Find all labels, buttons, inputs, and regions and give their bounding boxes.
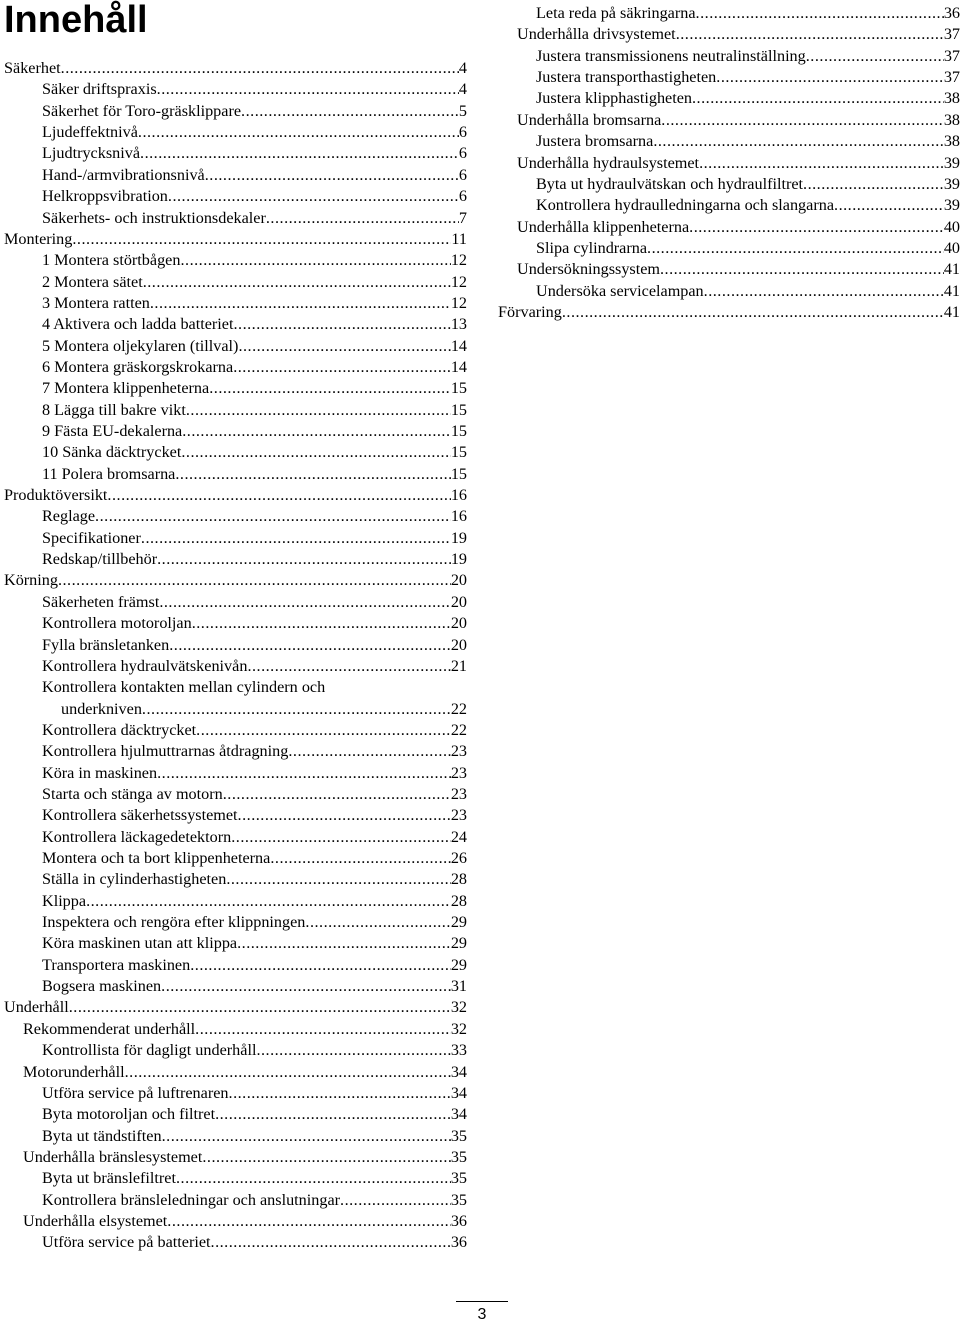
toc-entry[interactable] bbox=[4, 656, 467, 677]
toc-entry-label: Helkroppsvibration bbox=[42, 187, 168, 206]
toc-entry-page: 37 bbox=[943, 46, 960, 65]
toc-entry-label: Köra in maskinen bbox=[42, 763, 158, 782]
toc-entry-page: 14 bbox=[450, 336, 467, 355]
toc-entry-label: Säkerhet bbox=[4, 59, 61, 77]
toc-leader-dots bbox=[150, 293, 451, 314]
toc-entry-page: 28 bbox=[450, 891, 467, 910]
toc-entry[interactable] bbox=[4, 101, 467, 122]
toc-entry-label: Underhålla hydraulsystemet bbox=[517, 153, 700, 172]
toc-leader-dots bbox=[215, 1104, 451, 1125]
toc-leader-dots bbox=[716, 67, 944, 88]
toc-entry[interactable] bbox=[4, 378, 467, 399]
toc-entry-label: Kontrollera läckagedetektorn bbox=[42, 827, 232, 846]
toc-leader-dots bbox=[692, 88, 944, 109]
toc-entry-label: Leta reda på säkringarna bbox=[536, 4, 696, 22]
toc-entry[interactable] bbox=[4, 635, 467, 656]
toc-leader-dots bbox=[205, 165, 459, 186]
toc-entry-page: 16 bbox=[450, 486, 467, 504]
toc-entry[interactable] bbox=[4, 805, 467, 826]
toc-entry[interactable] bbox=[4, 592, 467, 613]
toc-leader-dots bbox=[157, 549, 451, 570]
toc-entry-page: 36 bbox=[450, 1233, 467, 1252]
toc-entry-label: Ställa in cylinderhastigheten bbox=[42, 870, 227, 889]
toc-entry-label: Köra maskinen utan att klippa bbox=[42, 934, 238, 953]
toc-leader-dots bbox=[125, 1062, 451, 1083]
toc-entry-page: 22 bbox=[450, 699, 467, 718]
toc-leader-dots bbox=[270, 848, 450, 869]
toc-entry-label: Klippa bbox=[42, 891, 87, 910]
toc-leader-dots bbox=[562, 302, 944, 323]
toc-leader-dots bbox=[647, 238, 944, 259]
toc-leader-dots bbox=[72, 229, 451, 250]
toc-entry-page: 38 bbox=[943, 89, 960, 108]
toc-leader-dots bbox=[305, 912, 450, 933]
toc-entry-label: Underhålla klippenheterna bbox=[517, 217, 690, 236]
toc-entry-page: 35 bbox=[450, 1147, 467, 1166]
toc-entry[interactable] bbox=[4, 784, 467, 805]
toc-leader-dots bbox=[676, 24, 944, 45]
toc-leader-dots bbox=[238, 336, 450, 357]
toc-entry-page: 15 bbox=[450, 422, 467, 440]
toc-entry-page: 28 bbox=[450, 870, 467, 889]
toc-entry-label: Kontrollera kontakten mellan cylindern och bbox=[42, 678, 326, 697]
toc-leader-dots bbox=[86, 891, 451, 912]
toc-entry[interactable] bbox=[4, 442, 467, 463]
toc-entry-label: Kontrollera däcktrycket bbox=[42, 720, 197, 739]
toc-leader-dots bbox=[190, 955, 451, 976]
toc-entry[interactable] bbox=[4, 250, 467, 271]
toc-entry[interactable] bbox=[4, 955, 467, 976]
toc-leader-dots bbox=[223, 784, 451, 805]
toc-leader-dots bbox=[180, 250, 450, 271]
toc-entry-page: 39 bbox=[943, 153, 960, 172]
toc-entry-page: 7 bbox=[458, 208, 467, 227]
toc-entry-label: Redskap/tillbehör bbox=[42, 550, 158, 568]
toc-leader-dots bbox=[704, 281, 944, 302]
toc-entry-page: 15 bbox=[450, 400, 467, 419]
toc-entry-label: Produktöversikt bbox=[4, 486, 108, 504]
toc-entry-page: 4 bbox=[458, 80, 467, 99]
toc-entry[interactable] bbox=[4, 165, 467, 186]
toc-entry-label: Säkerhets- och instruktionsdekaler bbox=[42, 208, 266, 227]
toc-leader-dots bbox=[661, 110, 944, 131]
toc-leader-dots bbox=[231, 827, 451, 848]
toc-leader-dots bbox=[266, 208, 459, 229]
toc-entry-page: 20 bbox=[450, 592, 467, 611]
toc-entry-page: 41 bbox=[943, 281, 960, 300]
toc-entry-label: 2 Montera sätet bbox=[42, 272, 143, 291]
toc-entry[interactable] bbox=[498, 238, 960, 259]
toc-leader-dots bbox=[803, 174, 944, 195]
toc-entry-label: Underhålla bränslesystemet bbox=[23, 1147, 203, 1166]
toc-entry[interactable] bbox=[4, 1083, 467, 1104]
toc-entry[interactable] bbox=[4, 357, 467, 378]
toc-entry[interactable] bbox=[4, 613, 467, 634]
toc-entry-page: 34 bbox=[450, 1083, 467, 1102]
toc-entry-page: 35 bbox=[450, 1169, 467, 1188]
toc-entry-page: 29 bbox=[450, 934, 467, 953]
toc-entry[interactable] bbox=[4, 229, 467, 250]
toc-leader-dots bbox=[806, 46, 944, 67]
toc-entry-label: 10 Sänka däcktrycket bbox=[42, 443, 182, 462]
toc-entry-page: 32 bbox=[450, 1019, 467, 1038]
toc-entry-page: 37 bbox=[943, 25, 960, 44]
footer-rule bbox=[456, 1301, 508, 1302]
toc-leader-dots bbox=[229, 1083, 451, 1104]
toc-entry[interactable] bbox=[4, 314, 467, 335]
toc-entry-page: 37 bbox=[943, 68, 960, 87]
toc-entry-label: Förvaring bbox=[498, 302, 562, 321]
toc-entry-page: 19 bbox=[450, 550, 467, 568]
toc-leader-dots bbox=[157, 763, 451, 784]
toc-leader-dots bbox=[107, 485, 450, 506]
toc-entry[interactable] bbox=[4, 1062, 467, 1083]
toc-leader-dots bbox=[159, 592, 451, 613]
toc-entry[interactable] bbox=[4, 1040, 467, 1061]
toc-entry-page: 34 bbox=[450, 1062, 467, 1081]
toc-entry-label: Byta ut bränslefiltret bbox=[42, 1169, 176, 1188]
toc-leader-dots bbox=[195, 1019, 451, 1040]
toc-entry[interactable] bbox=[4, 1211, 467, 1232]
toc-leader-dots bbox=[238, 805, 451, 826]
toc-entry-label: 1 Montera störtbågen bbox=[42, 251, 181, 270]
toc-entry[interactable] bbox=[4, 1019, 467, 1040]
toc-entry-label: Kontrollista för dagligt underhåll bbox=[42, 1041, 257, 1060]
toc-entry[interactable] bbox=[498, 302, 960, 323]
toc-leader-dots bbox=[233, 357, 451, 378]
toc-entry-label: Reglage bbox=[42, 507, 96, 526]
toc-leader-dots bbox=[61, 58, 459, 79]
toc-entry[interactable] bbox=[498, 281, 960, 302]
toc-entry-page: 16 bbox=[450, 507, 467, 526]
toc-entry[interactable] bbox=[4, 293, 467, 314]
toc-leader-dots bbox=[653, 131, 943, 152]
toc-entry[interactable] bbox=[4, 143, 467, 164]
toc-entry-page: 39 bbox=[943, 174, 960, 193]
toc-entry-page: 39 bbox=[943, 196, 960, 215]
toc-entry-page: 6 bbox=[458, 144, 467, 163]
toc-entry[interactable] bbox=[4, 506, 467, 527]
toc-entry-page: 6 bbox=[458, 187, 467, 206]
toc-leader-dots bbox=[168, 186, 459, 207]
toc-entry-page: 23 bbox=[450, 742, 467, 761]
toc-entry[interactable] bbox=[4, 933, 467, 954]
toc-entry-page: 36 bbox=[943, 4, 960, 22]
toc-entry-label: Undersökningssystem bbox=[517, 260, 660, 279]
toc-leader-dots bbox=[689, 217, 944, 238]
toc-leader-dots bbox=[202, 1147, 450, 1168]
toc-entry[interactable] bbox=[498, 24, 960, 45]
toc-entry-label: Justera bromsarna bbox=[536, 132, 654, 151]
toc-entry[interactable] bbox=[498, 131, 960, 152]
toc-leader-dots bbox=[241, 101, 459, 122]
toc-entry-page: 40 bbox=[943, 217, 960, 236]
toc-leader-dots bbox=[169, 635, 451, 656]
toc-entry-label: Montera och ta bort klippenheterna bbox=[42, 849, 271, 867]
toc-entry[interactable] bbox=[4, 485, 467, 506]
toc-entry[interactable] bbox=[4, 912, 467, 933]
toc-entry-page: 23 bbox=[450, 806, 467, 825]
toc-entry-label: Montering bbox=[4, 229, 73, 248]
toc-leader-dots bbox=[340, 1190, 451, 1211]
toc-entry[interactable] bbox=[4, 122, 467, 143]
toc-entry-page: 15 bbox=[450, 464, 467, 483]
toc-entry-label: Starta och stänga av motorn bbox=[42, 784, 223, 803]
toc-leader-dots bbox=[186, 400, 451, 421]
toc-entry-page: 13 bbox=[450, 315, 467, 334]
toc-entry-page: 24 bbox=[450, 827, 467, 846]
toc-entry-label: Ljudeffektnivå bbox=[42, 123, 138, 142]
toc-leader-dots bbox=[182, 421, 451, 442]
toc-entry[interactable] bbox=[4, 741, 467, 762]
toc-entry[interactable] bbox=[4, 1190, 467, 1211]
toc-entry-page: 33 bbox=[450, 1041, 467, 1060]
toc-entry-label: Ljudtrycksnivå bbox=[42, 144, 141, 163]
toc-leader-dots bbox=[834, 195, 944, 216]
toc-entry-page: 41 bbox=[943, 260, 960, 279]
toc-entry-label: underkniven bbox=[61, 699, 142, 718]
toc-entry[interactable] bbox=[4, 827, 467, 848]
toc-entry-page: 35 bbox=[450, 1190, 467, 1209]
toc-entry-page: 41 bbox=[943, 302, 960, 321]
toc-entry-page: 40 bbox=[943, 238, 960, 257]
page-title: Innehåll bbox=[4, 0, 148, 41]
toc-entry[interactable] bbox=[4, 400, 467, 421]
toc-entry-label: Hand-/armvibrationsnivå bbox=[42, 165, 205, 184]
toc-leader-dots bbox=[140, 143, 459, 164]
toc-entry-label: Säker driftspraxis bbox=[42, 80, 157, 99]
toc-leader-dots bbox=[58, 570, 451, 591]
toc-leader-dots bbox=[237, 933, 451, 954]
toc-leader-dots bbox=[196, 720, 451, 741]
toc-entry[interactable] bbox=[4, 976, 467, 997]
toc-entry-label: Inspektera och rengöra efter klippningen bbox=[42, 913, 306, 931]
toc-entry-page: 23 bbox=[450, 784, 467, 803]
toc-leader-dots bbox=[247, 656, 450, 677]
toc-entry-label: Kontrollera säkerhetssystemet bbox=[42, 806, 238, 825]
toc-entry[interactable] bbox=[498, 195, 960, 216]
toc-entry-label: Utföra service på batteriet bbox=[42, 1233, 211, 1252]
toc-entry[interactable] bbox=[4, 1168, 467, 1189]
toc-entry[interactable] bbox=[498, 3, 960, 24]
toc-leader-dots bbox=[288, 741, 450, 762]
toc-entry-label: Transportera maskinen bbox=[42, 955, 191, 974]
toc-leader-dots bbox=[142, 699, 451, 720]
toc-entry-page: 12 bbox=[450, 293, 467, 312]
toc-leader-dots bbox=[192, 613, 451, 634]
toc-entry[interactable] bbox=[4, 1104, 467, 1125]
toc-leader-dots bbox=[660, 259, 944, 280]
toc-entry-page: 23 bbox=[450, 763, 467, 782]
toc-entry-page: 20 bbox=[450, 635, 467, 654]
toc-entry-page: 20 bbox=[450, 571, 467, 590]
toc-entry-page: 4 bbox=[458, 59, 467, 77]
toc-leader-dots bbox=[95, 506, 451, 527]
toc-entry[interactable] bbox=[4, 570, 467, 591]
toc-entry-page: 6 bbox=[458, 123, 467, 142]
toc-entry[interactable] bbox=[4, 763, 467, 784]
toc-leader-dots bbox=[161, 976, 451, 997]
toc-leader-dots bbox=[256, 1040, 450, 1061]
toc-entry-label: Undersöka servicelampan bbox=[536, 281, 704, 300]
toc-entry-label: Motorunderhåll bbox=[23, 1062, 125, 1081]
toc-entry[interactable] bbox=[4, 869, 467, 890]
toc-entry-page: 12 bbox=[450, 272, 467, 291]
toc-entry[interactable] bbox=[498, 153, 960, 174]
toc-entry-label: Kontrollera motoroljan bbox=[42, 614, 192, 633]
toc-entry-label: Underhålla bromsarna bbox=[517, 110, 662, 129]
toc-entry-label: Säkerheten främst bbox=[42, 592, 160, 611]
toc-entry-page: 31 bbox=[450, 977, 467, 996]
toc-leader-dots bbox=[176, 1168, 451, 1189]
toc-entry-label: Underhålla drivsystemet bbox=[517, 25, 676, 44]
toc-entry[interactable] bbox=[4, 1126, 467, 1147]
toc-entry-label: 11 Polera bromsarna bbox=[42, 464, 176, 483]
toc-leader-dots bbox=[696, 3, 944, 24]
toc-entry[interactable] bbox=[4, 186, 467, 207]
toc-entry-page: 34 bbox=[450, 1105, 467, 1124]
toc-entry-page: 14 bbox=[450, 357, 467, 376]
toc-entry-label: Rekommenderat underhåll bbox=[23, 1019, 196, 1038]
toc-entry-page: 29 bbox=[450, 955, 467, 974]
toc-entry-page: 20 bbox=[450, 614, 467, 633]
toc-entry-page: 29 bbox=[450, 913, 467, 931]
toc-entry-label: 6 Montera gräskorgskrokarna bbox=[42, 357, 234, 376]
toc-entry[interactable] bbox=[4, 208, 467, 229]
toc-entry-label: Byta ut tändstiften bbox=[42, 1126, 162, 1145]
toc-entry-label: Slipa cylindrarna bbox=[536, 238, 648, 257]
toc-entry-label: Justera klipphastigheten bbox=[536, 89, 692, 108]
toc-entry-page: 19 bbox=[450, 528, 467, 547]
toc-entry-page: 6 bbox=[458, 165, 467, 184]
toc-entry[interactable] bbox=[498, 67, 960, 88]
toc-entry-page: 26 bbox=[450, 849, 467, 867]
toc-leader-dots bbox=[226, 869, 451, 890]
toc-entry-page: 32 bbox=[450, 998, 467, 1017]
toc-entry-label: Justera transporthastigheten bbox=[536, 68, 717, 87]
toc-entry-label: Underhålla elsystemet bbox=[23, 1211, 168, 1230]
toc-leader-dots bbox=[211, 1232, 451, 1253]
toc-entry[interactable] bbox=[4, 720, 467, 741]
toc-leader-dots bbox=[157, 79, 459, 100]
toc-entry-label: Bogsera maskinen bbox=[42, 977, 162, 996]
toc-entry[interactable] bbox=[4, 421, 467, 442]
toc-entry[interactable] bbox=[4, 272, 467, 293]
toc-entry-label: 8 Lägga till bakre vikt bbox=[42, 400, 186, 419]
toc-leader-dots bbox=[167, 1211, 451, 1232]
toc-entry[interactable] bbox=[498, 46, 960, 67]
toc-leader-dots bbox=[209, 378, 451, 399]
toc-entry[interactable] bbox=[4, 848, 467, 869]
toc-entry-page: 35 bbox=[450, 1126, 467, 1145]
toc-entry[interactable] bbox=[4, 891, 467, 912]
toc-entry-label: Underhåll bbox=[4, 998, 69, 1017]
toc-entry[interactable] bbox=[4, 1147, 467, 1168]
toc-entry-label: Specifikationer bbox=[42, 528, 141, 547]
toc-leader-dots bbox=[141, 528, 451, 549]
toc-entry-label: Justera transmissionens neutralinställning bbox=[536, 46, 806, 65]
toc-entry[interactable] bbox=[4, 997, 467, 1018]
toc-entry[interactable] bbox=[498, 88, 960, 109]
toc-leader-dots bbox=[233, 314, 450, 335]
toc-entry-page: 15 bbox=[450, 443, 467, 462]
toc-entry-label: 3 Montera ratten bbox=[42, 293, 150, 312]
toc-entry-label: Kontrollera hydraulledningarna och slangarna bbox=[536, 196, 835, 215]
toc-entry-page: 12 bbox=[450, 251, 467, 270]
toc-entry[interactable] bbox=[4, 528, 467, 549]
toc-entry[interactable] bbox=[4, 677, 467, 698]
toc-entry[interactable] bbox=[498, 217, 960, 238]
toc-entry-label: 5 Montera oljekylaren (tillval) bbox=[42, 336, 239, 355]
page-number: 3 bbox=[477, 1306, 487, 1323]
toc-entry-label: Kontrollera hydraulvätskenivån bbox=[42, 656, 248, 675]
toc-entry[interactable] bbox=[4, 464, 467, 485]
toc-entry-label: Byta motoroljan och filtret bbox=[42, 1105, 216, 1124]
toc-entry-label: Kontrollera hjulmuttrarnas åtdragning bbox=[42, 742, 289, 761]
toc-entry[interactable] bbox=[4, 79, 467, 100]
toc-entry-label: Körning bbox=[4, 571, 58, 590]
toc-entry-page: 15 bbox=[450, 379, 467, 398]
toc-entry-label: 4 Aktivera och ladda batteriet bbox=[42, 315, 234, 334]
toc-entry[interactable] bbox=[4, 58, 467, 79]
toc-entry-label: Säkerhet för Toro-gräsklippare bbox=[42, 101, 242, 120]
toc-entry-page: 5 bbox=[458, 101, 467, 120]
toc-entry-page: 22 bbox=[450, 720, 467, 739]
toc-entry[interactable] bbox=[4, 1232, 467, 1253]
toc-entry-page: 38 bbox=[943, 132, 960, 151]
toc-entry-label: 9 Fästa EU-dekalerna bbox=[42, 422, 183, 440]
toc-entry-label: Kontrollera bränsleledningar och anslutningar bbox=[42, 1190, 341, 1209]
toc-entry-page: 36 bbox=[450, 1211, 467, 1230]
toc-leader-dots bbox=[181, 442, 450, 463]
toc-entry-label: Byta ut hydraulvätskan och hydraulfiltret bbox=[536, 174, 804, 193]
toc-entry[interactable] bbox=[4, 699, 467, 720]
toc-entry[interactable] bbox=[4, 336, 467, 357]
toc-entry[interactable] bbox=[498, 174, 960, 195]
toc-entry-label: Fylla bränsletanken bbox=[42, 635, 170, 654]
toc-leader-dots bbox=[175, 464, 450, 485]
toc-leader-dots bbox=[162, 1126, 451, 1147]
toc-leader-dots bbox=[699, 153, 944, 174]
toc-entry-page: 38 bbox=[943, 110, 960, 129]
toc-entry-label: Utföra service på luftrenaren bbox=[42, 1083, 229, 1102]
toc-entry[interactable] bbox=[4, 549, 467, 570]
toc-entry[interactable] bbox=[498, 259, 960, 280]
toc-leader-dots bbox=[143, 272, 451, 293]
toc-leader-dots bbox=[138, 122, 459, 143]
toc-entry-label: 7 Montera klippenheterna bbox=[42, 379, 210, 398]
toc-entry-page: 21 bbox=[450, 656, 467, 675]
toc-leader-dots bbox=[69, 997, 451, 1018]
toc-entry[interactable] bbox=[498, 110, 960, 131]
toc-entry-page: 11 bbox=[451, 229, 467, 248]
